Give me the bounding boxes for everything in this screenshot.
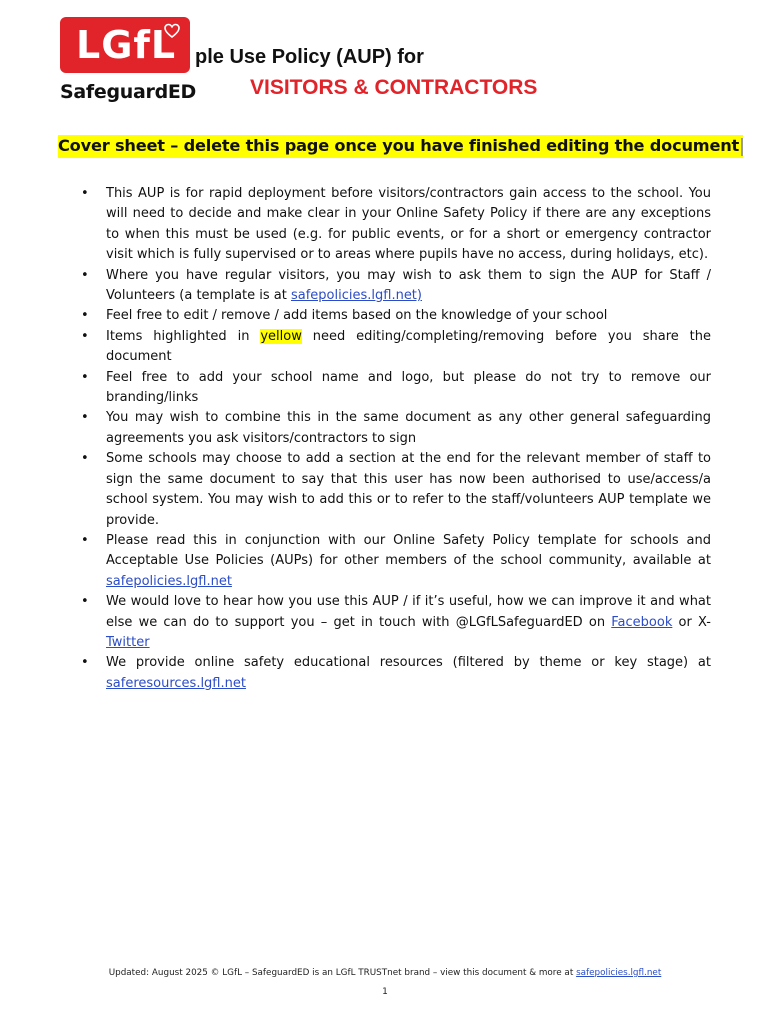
yellow-highlight: yellow: [260, 328, 302, 344]
list-item: • Where you have regular visitors, you may wish to ask them to sign the AUP for Staff / Volunteers (a template is at safepolicies.lgfl.net): [81, 267, 711, 304]
list-item: • This AUP is for rapid deployment before visitors/contractors gain access to the school. You will need to decide and make clear in your Online Safety Policy if there are any exceptions to when this must be used (e.g. for public events, or for a short or emergency contractor visit which is fully supervised or to areas where pupils have no access, during holidays, etc).: [81, 186, 711, 263]
list-item: • Items highlighted in yellow need editing/completing/removing before you share the document: [81, 328, 711, 365]
bullet-icon: •: [81, 308, 89, 324]
list-item: • Feel free to add your school name and logo, but please do not try to remove our branding/links: [81, 369, 711, 406]
instructions-list: [78, 184, 711, 694]
safepolicies-link[interactable]: safepolicies.lgfl.net: [106, 573, 232, 589]
bullet-icon: •: [81, 532, 89, 548]
list-item: • Please read this in conjunction with our Online Safety Policy template for schools and Acceptable Use Policies (AUPs) for other members of the school community, available at safepolicies.lgfl.net: [81, 532, 711, 589]
list-item: • Feel free to edit / remove / add items based on the knowledge of your school: [78, 306, 711, 326]
text-cursor: [741, 138, 743, 156]
bullet-icon: •: [81, 410, 89, 426]
cover-sheet-heading: [58, 135, 743, 158]
bullet-icon: •: [81, 369, 89, 385]
twitter-link[interactable]: Twitter: [106, 634, 150, 650]
page-subtitle: VISITORS & CONTRACTORS: [250, 76, 538, 99]
safepolicies-link[interactable]: safepolicies.lgfl.net): [290, 288, 422, 304]
footer-link[interactable]: safepolicies.lgfl.net: [576, 968, 662, 978]
page-footer: [0, 968, 770, 978]
list-item: • We would love to hear how you use this AUP / if it’s useful, how we can improve it and what else we can do to support you – get in touch with @LGfLSafeguardED on Facebook or X- Twitter: [81, 594, 711, 650]
list-item: • We provide online safety educational resources (filtered by theme or key stage) at saferesources.lgfl.net: [81, 655, 711, 691]
bullet-icon: •: [81, 328, 89, 344]
bullet-icon: •: [81, 655, 89, 671]
saferesources-link[interactable]: saferesources.lgfl.net: [106, 675, 246, 691]
logo-text: LGfL: [76, 23, 177, 67]
heart-icon: [164, 23, 180, 39]
bullet-icon: •: [81, 594, 89, 610]
page-number: 1: [382, 987, 388, 997]
logo-subtitle: SafeguardED: [60, 81, 197, 103]
bullet-icon: •: [81, 186, 89, 201]
footer-text: Updated: August 2025 © LGfL – SafeguardED is an LGfL TRUSTnet brand – view this document & more at: [108, 968, 577, 978]
bullet-icon: •: [81, 451, 89, 467]
facebook-link[interactable]: Facebook: [611, 614, 673, 630]
list-item: • You may wish to combine this in the same document as any other general safeguarding agreements you ask visitors/contractors to sign: [81, 410, 711, 446]
page-title: ple Use Policy (AUP) for: [195, 46, 424, 68]
bullet-icon: •: [81, 267, 89, 283]
lgfl-logo: [60, 17, 195, 105]
cover-heading-text: Cover sheet – delete this page once you have finished editing the document: [58, 136, 740, 155]
list-item: • Some schools may choose to add a section at the end for the relevant member of staff to sign the same document to say that this user has now been authorised to use/access/a school system. You may wish to add this or to refer to the staff/volunteers AUP template we provide.: [81, 451, 711, 528]
